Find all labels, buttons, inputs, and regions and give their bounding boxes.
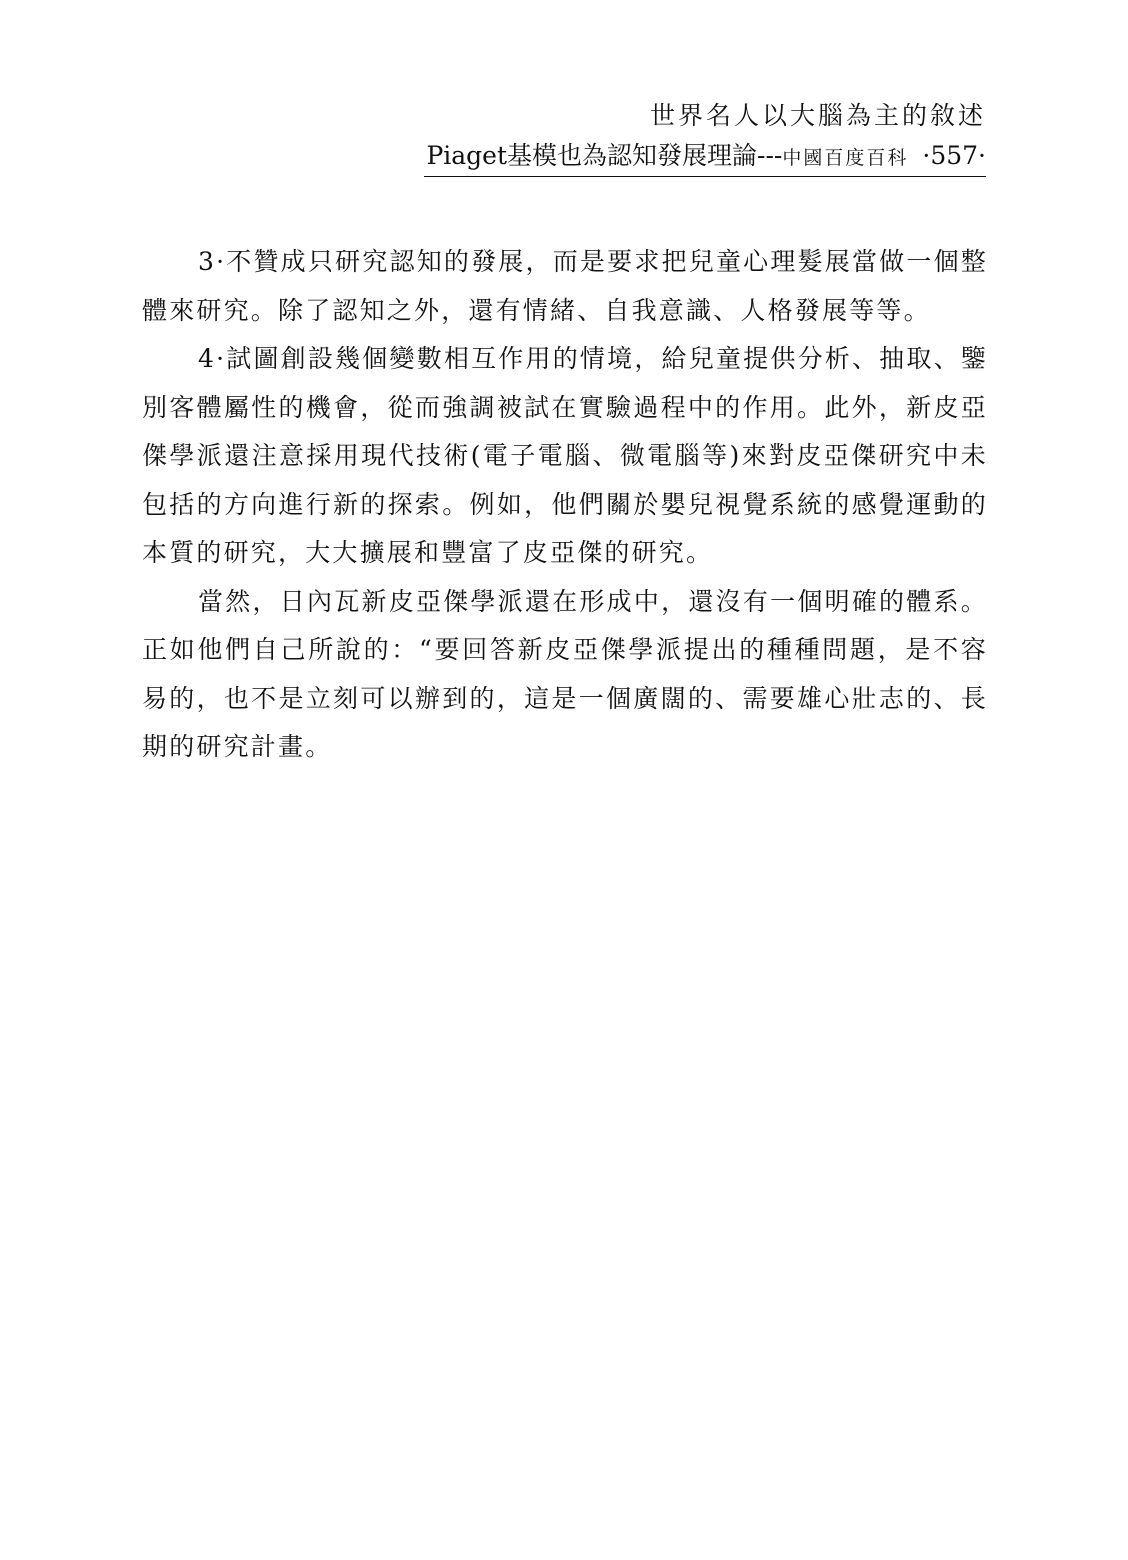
running-header xyxy=(424,98,986,177)
paragraph-point-3: 3·不贊成只研究認知的發展，而是要求把兒童心理髮展當做一個整體來研究。除了認知之外，還有情緒、自我意識、人格發展等等。 xyxy=(142,247,988,325)
header-subtitle xyxy=(424,138,986,177)
header-title: 世界名人以大腦為主的敘述 xyxy=(649,101,986,130)
paragraph-point-4: 4·試圖創設幾個變數相互作用的情境，給兒童提供分析、抽取、鑒別客體屬性的機會，從而強調被試在實驗過程中的作用。此外，新皮亞傑學派還注意採用現代技術(電子電腦、微電腦等)來對皮亞傑研究中未包括的方向進行新的探索。例如，他們關於嬰兒視覺系統的感覺運動的本質的研究，大大擴展和豐富了皮亞傑的研究。 xyxy=(142,344,988,567)
page-number: ·557· xyxy=(922,141,986,170)
header-source: 中國百度百科 xyxy=(782,147,909,169)
header-subtitle-main: Piaget基模也為認知發展理論--- xyxy=(426,141,783,170)
paragraph-conclusion: 當然，日內瓦新皮亞傑學派還在形成中，還沒有一個明確的體系。正如他們自己所說的：“要回答新皮亞傑學派提出的種種問題，是不容易的，也不是立刻可以辦到的，這是一個廣闊的、需要雄心壯志的、長期的研究計畫。 xyxy=(142,586,988,761)
body-text xyxy=(142,238,988,772)
